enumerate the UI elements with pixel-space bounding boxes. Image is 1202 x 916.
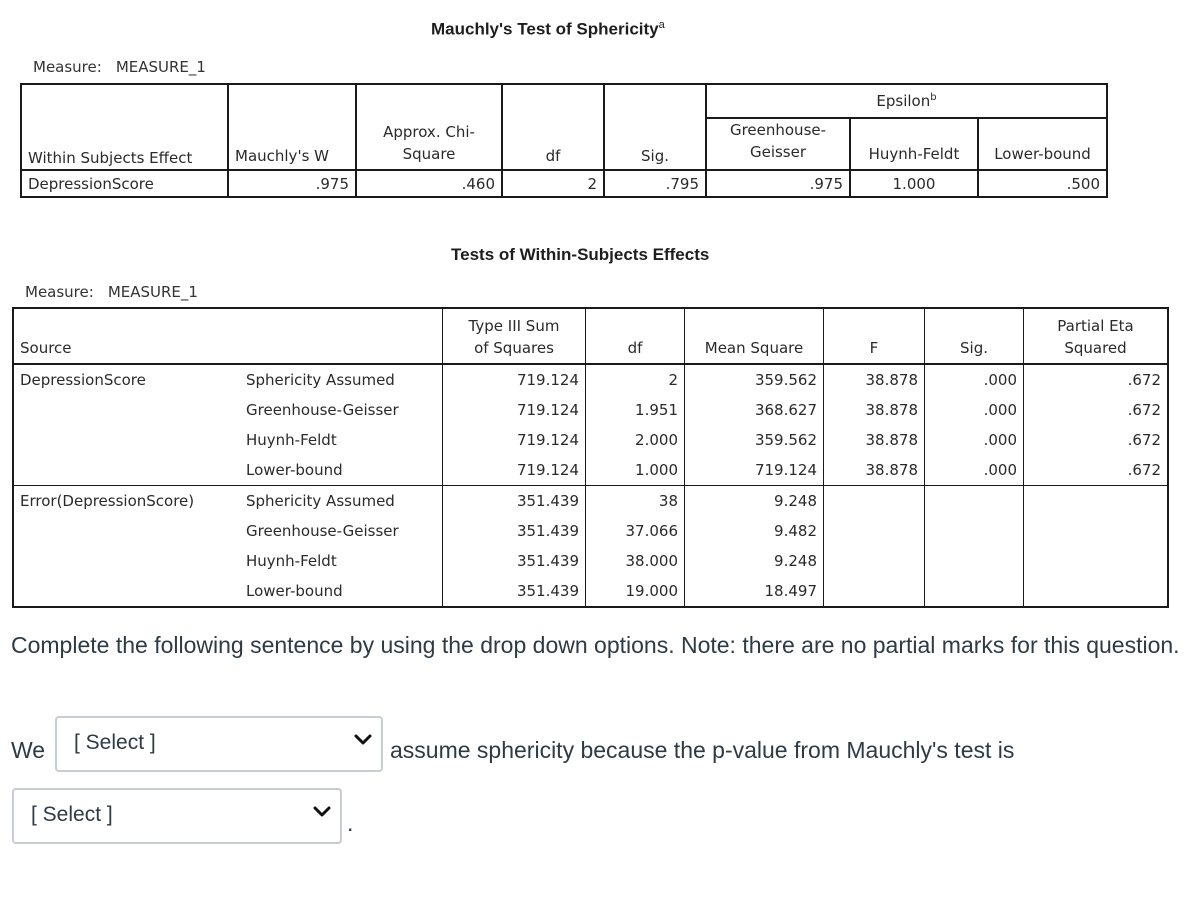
table-row — [13, 516, 1168, 546]
table-row — [13, 455, 1168, 486]
row-f: 38.878 — [824, 395, 925, 425]
row-sub: Huynh-Feldt — [246, 431, 337, 449]
sentence-we: We — [11, 737, 46, 763]
row-f — [824, 486, 925, 517]
col-mauchlys-w: Mauchly's W — [228, 118, 356, 170]
row-eta — [1024, 576, 1169, 607]
row-ms: 368.627 — [685, 395, 824, 425]
row-source — [13, 516, 240, 546]
row-sub: Huynh-Feldt — [246, 552, 337, 570]
col-df: df — [586, 308, 685, 364]
row-df: 2 — [586, 364, 685, 395]
row-sig: .000 — [925, 455, 1024, 486]
row-source: DepressionScore — [13, 364, 240, 395]
within-title: Tests of Within-Subjects Effects — [451, 245, 710, 264]
chevron-down-icon — [353, 730, 373, 750]
row-eta — [1024, 516, 1169, 546]
select-1-value: [ Select ] — [74, 731, 156, 754]
row-ms: 359.562 — [685, 425, 824, 455]
col-sig: Sig. — [604, 118, 706, 170]
table-row — [13, 486, 1168, 517]
row-source — [13, 576, 240, 607]
row-source — [13, 395, 240, 425]
row-eta — [1024, 546, 1169, 576]
mauchly-measure: Measure: MEASURE_1 — [33, 58, 206, 76]
row-chi: .460 — [356, 170, 502, 197]
col-sig: Sig. — [925, 308, 1024, 364]
row-f: 38.878 — [824, 425, 925, 455]
row-sub: Greenhouse-Geisser — [246, 522, 399, 540]
row-lb: .500 — [978, 170, 1107, 197]
row-ms: 9.482 — [685, 516, 824, 546]
row-f — [824, 516, 925, 546]
row-eta: .672 — [1024, 455, 1169, 486]
row-sub: Lower-bound — [246, 582, 343, 600]
row-sig — [925, 486, 1024, 517]
row-ss: 351.439 — [443, 546, 586, 576]
col-type-iii-ss: Type III Sum of Squares — [443, 308, 586, 364]
row-df: 1.951 — [586, 395, 685, 425]
sentence-end: . — [347, 810, 354, 836]
row-ss: 351.439 — [443, 576, 586, 607]
row-df: 1.000 — [586, 455, 685, 486]
row-sub: Sphericity Assumed — [240, 486, 443, 517]
row-ss: 351.439 — [443, 486, 586, 517]
row-ss: 351.439 — [443, 516, 586, 546]
epsilon-header: Epsilon$^b$ — [706, 84, 1107, 118]
col-mean-square: Mean Square — [685, 308, 824, 364]
row-effect: DepressionScore — [21, 170, 228, 197]
row-ms: 9.248 — [685, 486, 824, 517]
table-row — [13, 364, 1168, 395]
within-subjects-table — [12, 307, 1169, 608]
row-source: Error(DepressionScore) — [13, 486, 240, 517]
row-ms: 9.248 — [685, 546, 824, 576]
row-sub: Greenhouse-Geisser — [246, 401, 399, 419]
chevron-down-icon — [312, 802, 332, 822]
row-sub: Sphericity Assumed — [246, 371, 395, 389]
row-ss: 719.124 — [443, 455, 586, 486]
table-row — [13, 395, 1168, 425]
row-eta: .672 — [1024, 395, 1169, 425]
row-eta: .672 — [1024, 425, 1169, 455]
row-f: 38.878 — [824, 364, 925, 395]
row-df: 2 — [502, 170, 604, 197]
row-f — [824, 546, 925, 576]
table-row — [13, 576, 1168, 607]
col-within-subjects-effect: Within Subjects Effect — [21, 118, 228, 170]
row-ms: 359.562 — [685, 364, 824, 395]
question-instructions: Complete the following sentence by using the drop down options. Note: there are no partial marks for this question. — [11, 632, 1180, 658]
row-ss: 719.124 — [443, 364, 586, 395]
row-sig: .795 — [604, 170, 706, 197]
row-gg: .975 — [706, 170, 850, 197]
row-hf: 1.000 — [850, 170, 978, 197]
row-ms: 18.497 — [685, 576, 824, 607]
col-huynh-feldt: Huynh-Feldt — [850, 118, 978, 170]
mauchly-title: Mauchly's Test of Sphericity$^a$ — [431, 19, 665, 39]
select-2-value: [ Select ] — [31, 803, 113, 826]
row-sig — [925, 576, 1024, 607]
row-source — [13, 425, 240, 455]
row-source — [13, 455, 240, 486]
col-f: F — [824, 308, 925, 364]
row-ss: 719.124 — [443, 425, 586, 455]
within-measure: Measure: MEASURE_1 — [25, 283, 198, 301]
col-lower-bound: Lower-bound — [978, 118, 1107, 170]
col-source: Source — [13, 308, 240, 364]
col-partial-eta-squared: Partial Eta Squared — [1024, 308, 1169, 364]
row-sig — [925, 516, 1024, 546]
row-source — [13, 546, 240, 576]
table-row — [13, 546, 1168, 576]
row-df: 2.000 — [586, 425, 685, 455]
row-ms: 719.124 — [685, 455, 824, 486]
row-df: 38 — [586, 486, 685, 517]
table-row — [21, 170, 1107, 197]
row-f — [824, 576, 925, 607]
row-sub: Lower-bound — [246, 461, 343, 479]
col-approx-chi-square: Approx. Chi- Square — [356, 118, 502, 170]
sentence-middle: assume sphericity because the p-value from Mauchly's test is — [390, 737, 1015, 763]
select-dropdown-2[interactable] — [12, 788, 342, 844]
row-sig: .000 — [925, 364, 1024, 395]
row-ss: 719.124 — [443, 395, 586, 425]
row-df: 37.066 — [586, 516, 685, 546]
row-w: .975 — [228, 170, 356, 197]
row-df: 38.000 — [586, 546, 685, 576]
row-eta: .672 — [1024, 364, 1169, 395]
row-eta — [1024, 486, 1169, 517]
row-f: 38.878 — [824, 455, 925, 486]
col-df: df — [502, 118, 604, 170]
table-row — [13, 425, 1168, 455]
select-dropdown-1[interactable] — [55, 716, 383, 772]
row-sig: .000 — [925, 395, 1024, 425]
col-greenhouse-geisser: Greenhouse- Geisser — [706, 118, 850, 170]
row-sig — [925, 546, 1024, 576]
row-df: 19.000 — [586, 576, 685, 607]
mauchly-table — [20, 83, 1108, 198]
row-sig: .000 — [925, 425, 1024, 455]
